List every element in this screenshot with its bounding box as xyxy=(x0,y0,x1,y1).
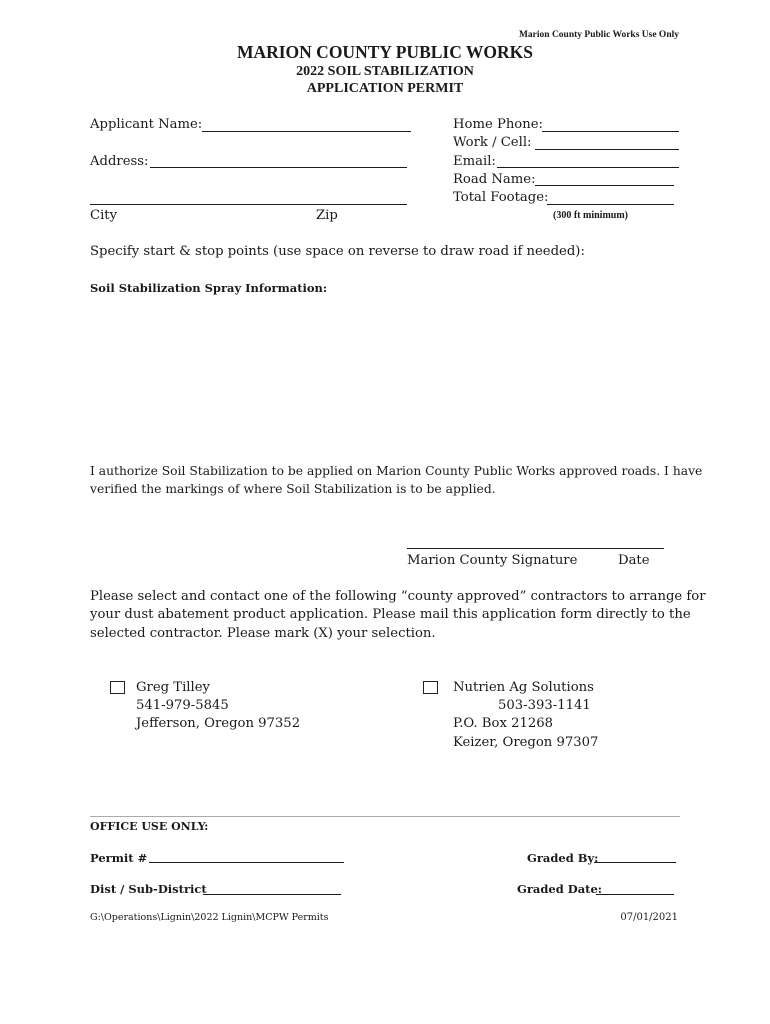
contractor-2-po-box: P.O. Box 21268 xyxy=(453,716,554,731)
contractor-2-name: Nutrien Ag Solutions xyxy=(453,680,594,695)
permit-number-field[interactable] xyxy=(149,862,344,863)
file-path: G:\Operations\Lignin\2022 Lignin\MCPW Permits xyxy=(90,912,329,923)
address-label: Address: xyxy=(90,154,149,169)
start-stop-instruction: Specify start & stop points (use space on reverse to draw road if needed): xyxy=(90,244,585,259)
work-cell-field[interactable] xyxy=(535,149,679,150)
document-date: 07/01/2021 xyxy=(620,912,678,923)
contractor-instructions-1: Please select and contact one of the following “county approved” contractors to arrange for xyxy=(90,589,706,604)
road-name-label: Road Name: xyxy=(453,172,536,187)
road-name-field[interactable] xyxy=(535,185,674,186)
contractor-2-phone: 503-393-1141 xyxy=(498,698,591,713)
address-field[interactable] xyxy=(150,167,407,168)
dist-field[interactable] xyxy=(203,894,341,895)
minimum-note: (300 ft minimum) xyxy=(553,210,628,221)
email-field[interactable] xyxy=(497,167,679,168)
applicant-name-label: Applicant Name: xyxy=(90,117,203,132)
total-footage-field[interactable] xyxy=(547,204,674,205)
authorization-line-2: verified the markings of where Soil Stabilization is to be applied. xyxy=(90,482,496,496)
work-cell-label: Work / Cell: xyxy=(453,135,532,150)
graded-date-label: Graded Date: xyxy=(517,882,603,896)
signature-date-label: Date xyxy=(618,553,650,568)
org-title: MARION COUNTY PUBLIC WORKS xyxy=(236,42,534,62)
authorization-line-1: I authorize Soil Stabilization to be applied on Marion County Public Works approved roads. I have xyxy=(90,464,703,478)
address-line-2-field[interactable] xyxy=(90,204,407,205)
contractor-1-name: Greg Tilley xyxy=(136,680,210,695)
contractor-instructions-2: your dust abatement product application. Please mail this application form directly to the xyxy=(90,607,691,622)
permit-subtitle-1: 2022 SOIL STABILIZATION xyxy=(296,64,474,79)
graded-by-field[interactable] xyxy=(594,862,676,863)
contractor-instructions-3: selected contractor. Please mark (X) your selection. xyxy=(90,626,436,641)
graded-date-field[interactable] xyxy=(596,894,674,895)
home-phone-label: Home Phone: xyxy=(453,117,543,132)
signature-line[interactable] xyxy=(407,548,664,549)
use-only-note: Marion County Public Works Use Only xyxy=(518,30,679,40)
home-phone-field[interactable] xyxy=(542,131,679,132)
contractor-2-address: Keizer, Oregon 97307 xyxy=(453,735,599,750)
permit-subtitle-2: APPLICATION PERMIT xyxy=(306,81,464,96)
dist-label: Dist / Sub-District xyxy=(90,882,207,896)
permit-number-label: Permit # xyxy=(90,851,148,865)
email-label: Email: xyxy=(453,154,496,169)
signature-label: Marion County Signature xyxy=(407,553,578,568)
contractor-1-checkbox[interactable] xyxy=(110,681,125,694)
office-divider xyxy=(90,816,680,817)
office-use-heading: OFFICE USE ONLY: xyxy=(90,820,209,833)
contractor-2-checkbox[interactable] xyxy=(423,681,438,694)
city-label: City xyxy=(90,208,118,223)
graded-by-label: Graded By: xyxy=(527,851,599,865)
total-footage-label: Total Footage: xyxy=(453,190,549,205)
spray-info-heading: Soil Stabilization Spray Information: xyxy=(90,281,328,295)
contractor-1-phone: 541-979-5845 xyxy=(136,698,229,713)
contractor-1-address: Jefferson, Oregon 97352 xyxy=(136,716,301,731)
applicant-name-field[interactable] xyxy=(202,131,411,132)
zip-label: Zip xyxy=(316,208,338,223)
